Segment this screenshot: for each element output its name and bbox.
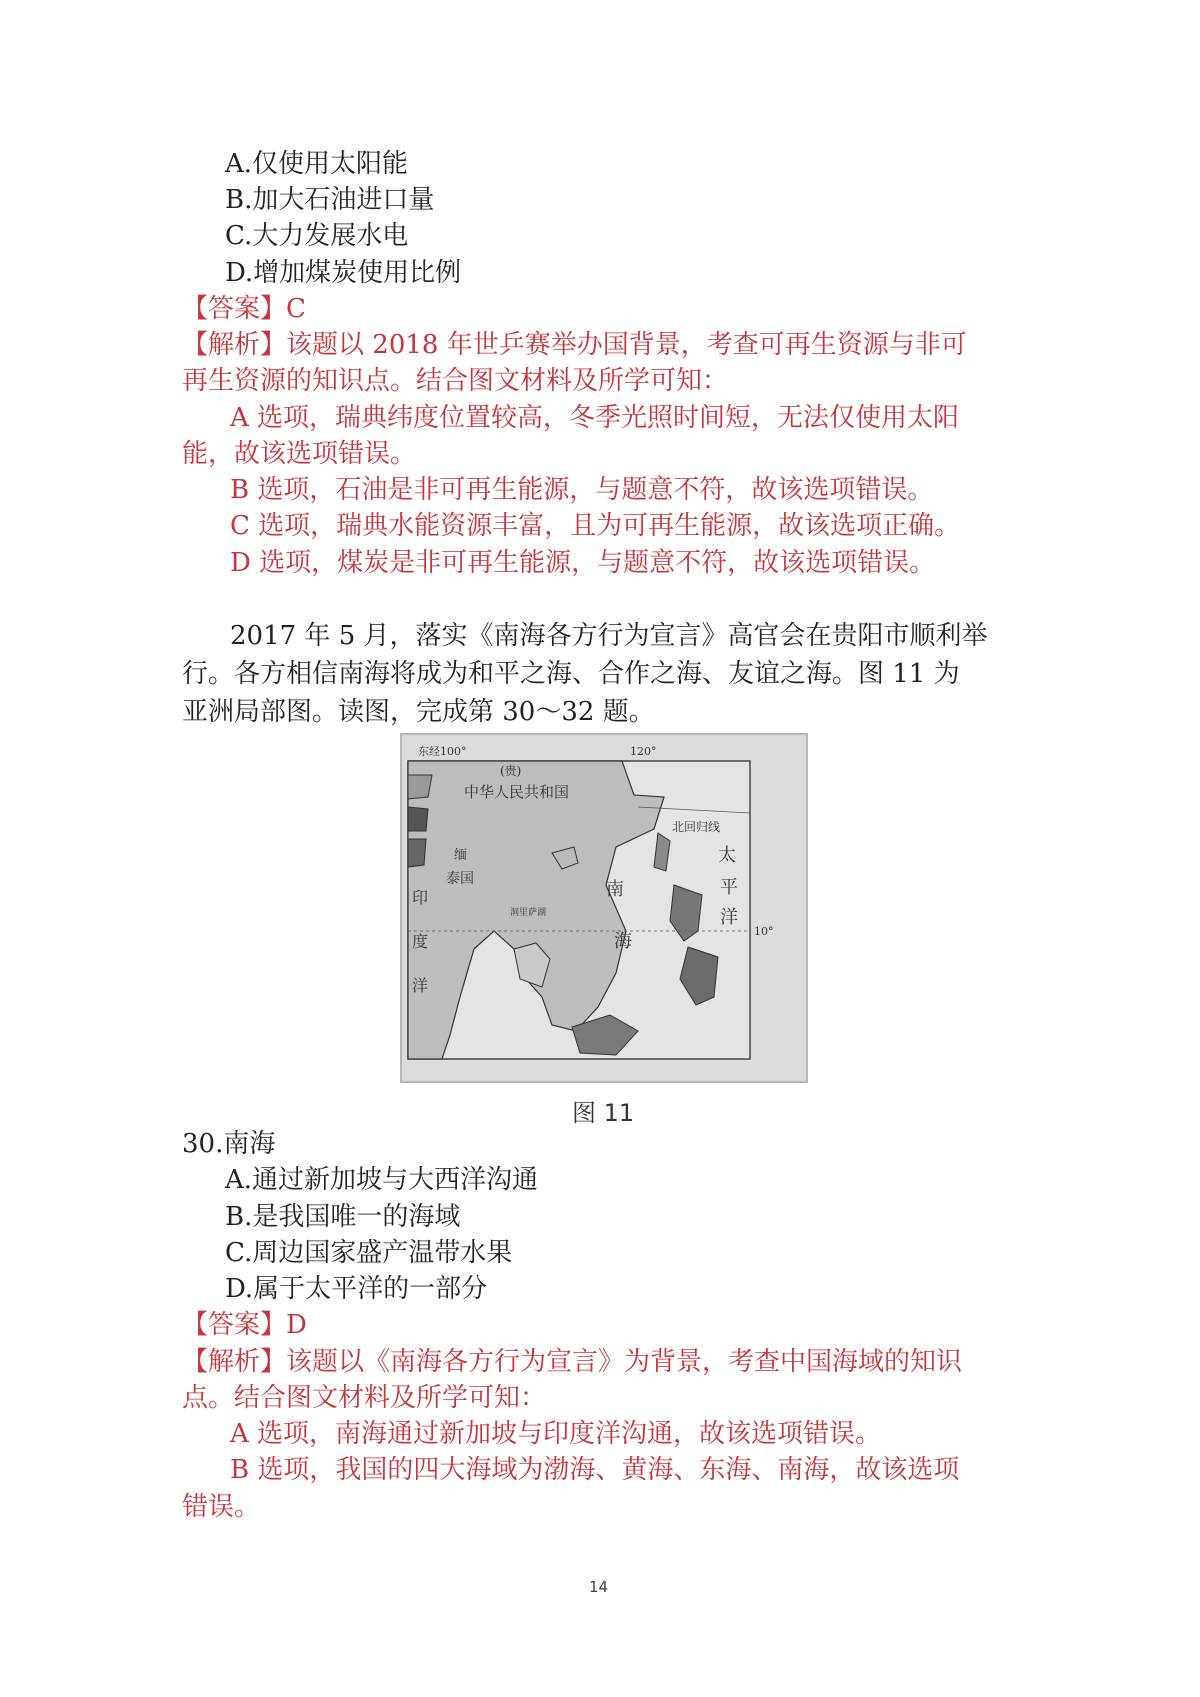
page-number: 14 xyxy=(589,1578,609,1596)
map-svg xyxy=(402,735,806,1081)
q29-answer xyxy=(182,291,306,327)
analysis-text: 该题以《南海各方行为宣言》为背景，考查中国海域的知识 xyxy=(286,1347,963,1377)
answer-value: D xyxy=(286,1310,307,1340)
q30-analysis-line-2: 点。结合图文材料及所学可知： xyxy=(182,1383,547,1413)
q30-analysis-line-4: B 选项，我国的四大海域为渤海、黄海、东海、南海，故该选项 xyxy=(230,1455,960,1485)
answer-tag: 【答案】 xyxy=(182,294,287,324)
indian-ocean-label-2: 度 xyxy=(412,932,429,951)
asia-partial-map xyxy=(400,733,808,1083)
q29-option-a: A.仅使用太阳能 xyxy=(225,149,409,179)
answer-value: C xyxy=(286,294,306,324)
q29-analysis-line-1 xyxy=(182,327,967,363)
lon120-label: 120° xyxy=(630,745,657,758)
analysis-tag: 【解析】 xyxy=(182,1347,287,1377)
q30-option-c: C.周边国家盛产温带水果 xyxy=(225,1238,513,1268)
indian-ocean-label-3: 洋 xyxy=(412,976,429,995)
q29-analysis-line-5: B 选项，石油是非可再生能源，与题意不符，故该选项错误。 xyxy=(230,475,934,505)
bracket-label: (贵) xyxy=(500,764,522,778)
pacific-label-2: 平 xyxy=(720,877,738,898)
tropic-label: 北回归线 xyxy=(672,820,721,834)
q30-option-b: B.是我国唯一的海域 xyxy=(225,1202,461,1232)
pacific-label-3: 洋 xyxy=(720,907,738,928)
q30-option-d: D.属于太平洋的一部分 xyxy=(225,1274,488,1304)
lake-label: 洞里萨湖 xyxy=(510,908,547,918)
stem-line-3: 亚洲局部图。读图，完成第 30～32 题。 xyxy=(182,697,655,727)
stem-line-1: 2017 年 5 月，落实《南海各方行为宣言》高官会在贵阳市顺利举 xyxy=(230,621,988,651)
indian-ocean-label-1: 印 xyxy=(412,888,429,907)
q29-analysis-line-7: D 选项，煤炭是非可再生能源，与题意不符，故该选项错误。 xyxy=(230,548,936,578)
myanmar-label: 缅 xyxy=(454,848,468,863)
thailand-label: 泰国 xyxy=(446,871,474,887)
lon100-label: 东经100° xyxy=(418,745,467,758)
figure-caption: 图 11 xyxy=(572,1099,635,1127)
answer-tag: 【答案】 xyxy=(182,1310,287,1340)
south-sea-label-1: 南 xyxy=(606,879,624,900)
q29-option-c: C.大力发展水电 xyxy=(225,221,409,251)
q29-option-b: B.加大石油进口量 xyxy=(225,185,435,215)
q30-answer xyxy=(182,1307,307,1343)
q29-analysis-line-2: 再生资源的知识点。结合图文材料及所学可知： xyxy=(182,366,729,396)
q30-analysis-line-5: 错误。 xyxy=(182,1492,261,1522)
q30-analysis-line-1 xyxy=(182,1344,962,1380)
china-label: 中华人民共和国 xyxy=(464,783,570,801)
q29-analysis-line-6: C 选项，瑞典水能资源丰富，且为可再生能源，故该选项正确。 xyxy=(230,511,961,541)
q29-option-d: D.增加煤炭使用比例 xyxy=(225,258,462,288)
pacific-label-1: 太 xyxy=(718,845,736,866)
q30-option-a: A.通过新加坡与大西洋沟通 xyxy=(225,1165,539,1195)
q30-question: 30.南海 xyxy=(182,1129,276,1159)
stem-line-2: 行。各方相信南海将成为和平之海、合作之海、友谊之海。图 11 为 xyxy=(182,659,960,689)
q29-analysis-line-3: A 选项，瑞典纬度位置较高，冬季光照时间短，无法仅使用太阳 xyxy=(230,403,960,433)
analysis-tag: 【解析】 xyxy=(182,330,287,360)
q30-analysis-line-3: A 选项，南海通过新加坡与印度洋沟通，故该选项错误。 xyxy=(230,1419,882,1449)
south-sea-label-2: 海 xyxy=(614,931,632,952)
q29-analysis-line-4: 能，故该选项错误。 xyxy=(182,439,417,469)
analysis-text: 该题以 2018 年世乒赛举办国背景，考查可再生资源与非可 xyxy=(286,330,967,360)
lat10-label: 10° xyxy=(754,925,774,938)
